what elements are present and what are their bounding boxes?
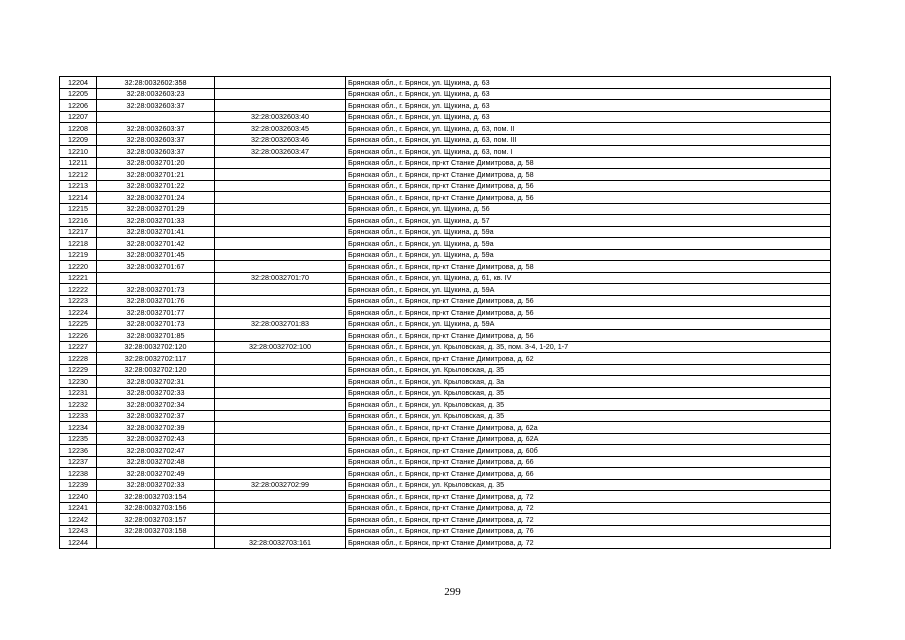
table-row [60,180,831,192]
table-row [60,502,831,514]
row-number-cell: 12225 [60,318,97,330]
address-cell: Брянская обл., г. Брянск, пр-кт Станке Димитрова, д. 72 [346,491,831,503]
cadastral-number-cell: 32:28:0032603:37 [97,100,215,112]
table-row [60,456,831,468]
row-number-cell: 12236 [60,445,97,457]
cadastral-number-secondary-cell: 32:28:0032702:100 [215,341,346,353]
row-number-cell: 12220 [60,261,97,273]
cadastral-number-cell: 32:28:0032702:49 [97,468,215,480]
table-row [60,192,831,204]
cadastral-number-secondary-cell: 32:28:0032701:83 [215,318,346,330]
table-row [60,353,831,365]
table-row [60,238,831,250]
address-cell: Брянская обл., г. Брянск, пр-кт Станке Димитрова, д. 66 [346,456,831,468]
cadastral-number-cell: 32:28:0032701:24 [97,192,215,204]
address-cell: Брянская обл., г. Брянск, ул. Щукина, д. 59а [346,249,831,261]
table-row [60,261,831,273]
table-row [60,468,831,480]
cadastral-number-secondary-cell [215,238,346,250]
row-number-cell: 12204 [60,77,97,89]
address-cell: Брянская обл., г. Брянск, ул. Щукина, д. 63, пом. III [346,134,831,146]
table-row [60,203,831,215]
cadastral-number-secondary-cell [215,330,346,342]
cadastral-number-cell: 32:28:0032701:45 [97,249,215,261]
cadastral-number-cell: 32:28:0032702:39 [97,422,215,434]
cadastral-number-cell: 32:28:0032702:120 [97,364,215,376]
table-row [60,295,831,307]
row-number-cell: 12209 [60,134,97,146]
row-number-cell: 12222 [60,284,97,296]
address-cell: Брянская обл., г. Брянск, ул. Крыловская, д. 35 [346,399,831,411]
address-cell: Брянская обл., г. Брянск, пр-кт Станке Димитрова, д. 58 [346,169,831,181]
cadastral-number-cell: 32:28:0032702:33 [97,387,215,399]
row-number-cell: 12239 [60,479,97,491]
row-number-cell: 12215 [60,203,97,215]
row-number-cell: 12217 [60,226,97,238]
cadastral-number-secondary-cell [215,399,346,411]
cadastral-number-secondary-cell [215,307,346,319]
row-number-cell: 12241 [60,502,97,514]
cadastral-number-secondary-cell [215,215,346,227]
table-row [60,226,831,238]
cadastral-number-cell [97,111,215,123]
cadastral-number-cell: 32:28:0032702:37 [97,410,215,422]
cadastral-number-cell: 32:28:0032701:73 [97,318,215,330]
table-row [60,123,831,135]
cadastral-number-cell [97,537,215,549]
cadastral-number-cell: 32:28:0032702:34 [97,399,215,411]
address-cell: Брянская обл., г. Брянск, ул. Крыловская, д. 3а [346,376,831,388]
row-number-cell: 12244 [60,537,97,549]
address-cell: Брянская обл., г. Брянск, пр-кт Станке Димитрова, д. 62А [346,433,831,445]
cadastral-number-cell: 32:28:0032702:43 [97,433,215,445]
table-row [60,100,831,112]
cadastral-number-secondary-cell [215,295,346,307]
cadastral-number-cell: 32:28:0032701:21 [97,169,215,181]
row-number-cell: 12218 [60,238,97,250]
cadastral-number-secondary-cell [215,249,346,261]
cadastral-number-secondary-cell: 32:28:0032603:47 [215,146,346,158]
address-cell: Брянская обл., г. Брянск, ул. Щукина, д. 63 [346,88,831,100]
row-number-cell: 12221 [60,272,97,284]
cadastral-number-secondary-cell [215,364,346,376]
address-cell: Брянская обл., г. Брянск, ул. Крыловская, д. 35 [346,479,831,491]
address-cell: Брянская обл., г. Брянск, ул. Щукина, д. 57 [346,215,831,227]
address-cell: Брянская обл., г. Брянск, ул. Щукина, д. 59А [346,318,831,330]
page-number: 299 [444,586,461,598]
address-cell: Брянская обл., г. Брянск, ул. Крыловская, д. 35 [346,364,831,376]
row-number-cell: 12211 [60,157,97,169]
address-cell: Брянская обл., г. Брянск, пр-кт Станке Димитрова, д. 66 [346,468,831,480]
cadastral-number-secondary-cell [215,169,346,181]
cadastral-number-cell: 32:28:0032701:29 [97,203,215,215]
address-cell: Брянская обл., г. Брянск, пр-кт Станке Димитрова, д. 56 [346,295,831,307]
table-row [60,525,831,537]
cadastral-number-cell: 32:28:0032702:47 [97,445,215,457]
cadastral-number-secondary-cell [215,502,346,514]
address-cell: Брянская обл., г. Брянск, пр-кт Станке Димитрова, д. 56 [346,307,831,319]
cadastral-number-secondary-cell: 32:28:0032603:40 [215,111,346,123]
table-row [60,88,831,100]
cadastral-number-secondary-cell [215,514,346,526]
address-cell: Брянская обл., г. Брянск, ул. Щукина, д. 63, пом. I [346,146,831,158]
cadastral-number-cell: 32:28:0032702:117 [97,353,215,365]
cadastral-number-secondary-cell [215,410,346,422]
cadastral-number-secondary-cell [215,468,346,480]
row-number-cell: 12224 [60,307,97,319]
table-row [60,433,831,445]
cadastral-number-cell: 32:28:0032703:157 [97,514,215,526]
table-row [60,410,831,422]
row-number-cell: 12237 [60,456,97,468]
cadastral-number-secondary-cell: 32:28:0032702:99 [215,479,346,491]
row-number-cell: 12243 [60,525,97,537]
address-cell: Брянская обл., г. Брянск, ул. Щукина, д. 59а [346,238,831,250]
address-cell: Брянская обл., г. Брянск, пр-кт Станке Димитрова, д. 56 [346,192,831,204]
cadastral-number-secondary-cell [215,284,346,296]
row-number-cell: 12207 [60,111,97,123]
table-row [60,514,831,526]
table-row [60,387,831,399]
row-number-cell: 12223 [60,295,97,307]
table-row [60,330,831,342]
row-number-cell: 12214 [60,192,97,204]
table-row [60,215,831,227]
cadastral-number-secondary-cell [215,100,346,112]
address-cell: Брянская обл., г. Брянск, пр-кт Станке Димитрова, д. 58 [346,261,831,273]
cadastral-number-secondary-cell [215,180,346,192]
address-cell: Брянская обл., г. Брянск, ул. Крыловская, д. 35 [346,387,831,399]
table-row [60,399,831,411]
cadastral-number-secondary-cell: 32:28:0032603:45 [215,123,346,135]
cadastral-number-cell: 32:28:0032701:67 [97,261,215,273]
address-cell: Брянская обл., г. Брянск, ул. Щукина, д. 56 [346,203,831,215]
cadastral-number-cell: 32:28:0032701:77 [97,307,215,319]
cadastral-number-cell: 32:28:0032701:33 [97,215,215,227]
cadastral-number-cell: 32:28:0032703:158 [97,525,215,537]
property-table [59,76,831,549]
table-row [60,146,831,158]
cadastral-number-cell: 32:28:0032701:42 [97,238,215,250]
row-number-cell: 12233 [60,410,97,422]
row-number-cell: 12205 [60,88,97,100]
row-number-cell: 12230 [60,376,97,388]
table-row [60,422,831,434]
table-row [60,479,831,491]
cadastral-number-secondary-cell [215,422,346,434]
table-row [60,272,831,284]
cadastral-number-cell: 32:28:0032701:20 [97,157,215,169]
cadastral-number-secondary-cell [215,77,346,89]
address-cell: Брянская обл., г. Брянск, ул. Щукина, д. 59А [346,284,831,296]
cadastral-number-cell: 32:28:0032701:76 [97,295,215,307]
row-number-cell: 12219 [60,249,97,261]
table-row [60,249,831,261]
table-row [60,307,831,319]
cadastral-number-secondary-cell [215,226,346,238]
address-cell: Брянская обл., г. Брянск, пр-кт Станке Димитрова, д. 72 [346,537,831,549]
address-cell: Брянская обл., г. Брянск, пр-кт Станке Димитрова, д. 60б [346,445,831,457]
row-number-cell: 12208 [60,123,97,135]
row-number-cell: 12232 [60,399,97,411]
table-row [60,111,831,123]
address-cell: Брянская обл., г. Брянск, пр-кт Станке Димитрова, д. 58 [346,157,831,169]
cadastral-number-secondary-cell [215,433,346,445]
cadastral-number-secondary-cell: 32:28:0032701:70 [215,272,346,284]
table-row [60,341,831,353]
cadastral-number-cell [97,272,215,284]
row-number-cell: 12229 [60,364,97,376]
table-row [60,169,831,181]
cadastral-number-secondary-cell [215,353,346,365]
address-cell: Брянская обл., г. Брянск, пр-кт Станке Димитрова, д. 56 [346,180,831,192]
address-cell: Брянская обл., г. Брянск, ул. Щукина, д. 63 [346,111,831,123]
row-number-cell: 12242 [60,514,97,526]
table-row [60,77,831,89]
cadastral-number-cell: 32:28:0032603:37 [97,123,215,135]
cadastral-number-cell: 32:28:0032701:85 [97,330,215,342]
table-row [60,134,831,146]
address-cell: Брянская обл., г. Брянск, ул. Щукина, д. 59а [346,226,831,238]
cadastral-number-cell: 32:28:0032703:154 [97,491,215,503]
address-cell: Брянская обл., г. Брянск, ул. Крыловская, д. 35 [346,410,831,422]
cadastral-number-cell: 32:28:0032702:33 [97,479,215,491]
table-row [60,445,831,457]
address-cell: Брянская обл., г. Брянск, ул. Щукина, д. 61, кв. IV [346,272,831,284]
row-number-cell: 12234 [60,422,97,434]
cadastral-number-secondary-cell: 32:28:0032603:46 [215,134,346,146]
address-cell: Брянская обл., г. Брянск, ул. Щукина, д. 63 [346,100,831,112]
row-number-cell: 12238 [60,468,97,480]
row-number-cell: 12231 [60,387,97,399]
address-cell: Брянская обл., г. Брянск, пр-кт Станке Димитрова, д. 56 [346,330,831,342]
cadastral-number-secondary-cell [215,203,346,215]
address-cell: Брянская обл., г. Брянск, ул. Крыловская, д. 35, пом. 3-4, 1-20, 1-7 [346,341,831,353]
cadastral-number-cell: 32:28:0032701:41 [97,226,215,238]
cadastral-number-cell: 32:28:0032701:73 [97,284,215,296]
table-row [60,157,831,169]
cadastral-number-secondary-cell [215,261,346,273]
cadastral-number-cell: 32:28:0032702:48 [97,456,215,468]
row-number-cell: 12226 [60,330,97,342]
cadastral-number-secondary-cell [215,157,346,169]
cadastral-number-secondary-cell [215,192,346,204]
row-number-cell: 12216 [60,215,97,227]
table-row [60,364,831,376]
address-cell: Брянская обл., г. Брянск, пр-кт Станке Димитрова, д. 62 [346,353,831,365]
cadastral-number-secondary-cell [215,387,346,399]
cadastral-number-cell: 32:28:0032603:37 [97,134,215,146]
cadastral-number-secondary-cell [215,88,346,100]
row-number-cell: 12213 [60,180,97,192]
row-number-cell: 12212 [60,169,97,181]
row-number-cell: 12228 [60,353,97,365]
row-number-cell: 12206 [60,100,97,112]
cadastral-number-cell: 32:28:0032701:22 [97,180,215,192]
cadastral-number-cell: 32:28:0032603:23 [97,88,215,100]
table-row [60,318,831,330]
table-body [60,77,831,549]
cadastral-number-secondary-cell [215,445,346,457]
cadastral-number-cell: 32:28:0032602:358 [97,77,215,89]
cadastral-number-secondary-cell [215,491,346,503]
address-cell: Брянская обл., г. Брянск, пр-кт Станке Димитрова, д. 62а [346,422,831,434]
cadastral-number-secondary-cell: 32:28:0032703:161 [215,537,346,549]
table-row [60,491,831,503]
row-number-cell: 12235 [60,433,97,445]
table-row [60,537,831,549]
address-cell: Брянская обл., г. Брянск, ул. Щукина, д. 63, пом. II [346,123,831,135]
address-cell: Брянская обл., г. Брянск, ул. Щукина, д. 63 [346,77,831,89]
address-cell: Брянская обл., г. Брянск, пр-кт Станке Димитрова, д. 72 [346,514,831,526]
cadastral-number-cell: 32:28:0032603:37 [97,146,215,158]
cadastral-number-cell: 32:28:0032702:120 [97,341,215,353]
cadastral-number-secondary-cell [215,376,346,388]
cadastral-number-secondary-cell [215,525,346,537]
address-cell: Брянская обл., г. Брянск, пр-кт Станке Димитрова, д. 76 [346,525,831,537]
table-row [60,376,831,388]
cadastral-number-secondary-cell [215,456,346,468]
cadastral-number-cell: 32:28:0032702:31 [97,376,215,388]
row-number-cell: 12227 [60,341,97,353]
address-cell: Брянская обл., г. Брянск, пр-кт Станке Димитрова, д. 72 [346,502,831,514]
table-row [60,284,831,296]
cadastral-number-cell: 32:28:0032703:156 [97,502,215,514]
row-number-cell: 12210 [60,146,97,158]
row-number-cell: 12240 [60,491,97,503]
